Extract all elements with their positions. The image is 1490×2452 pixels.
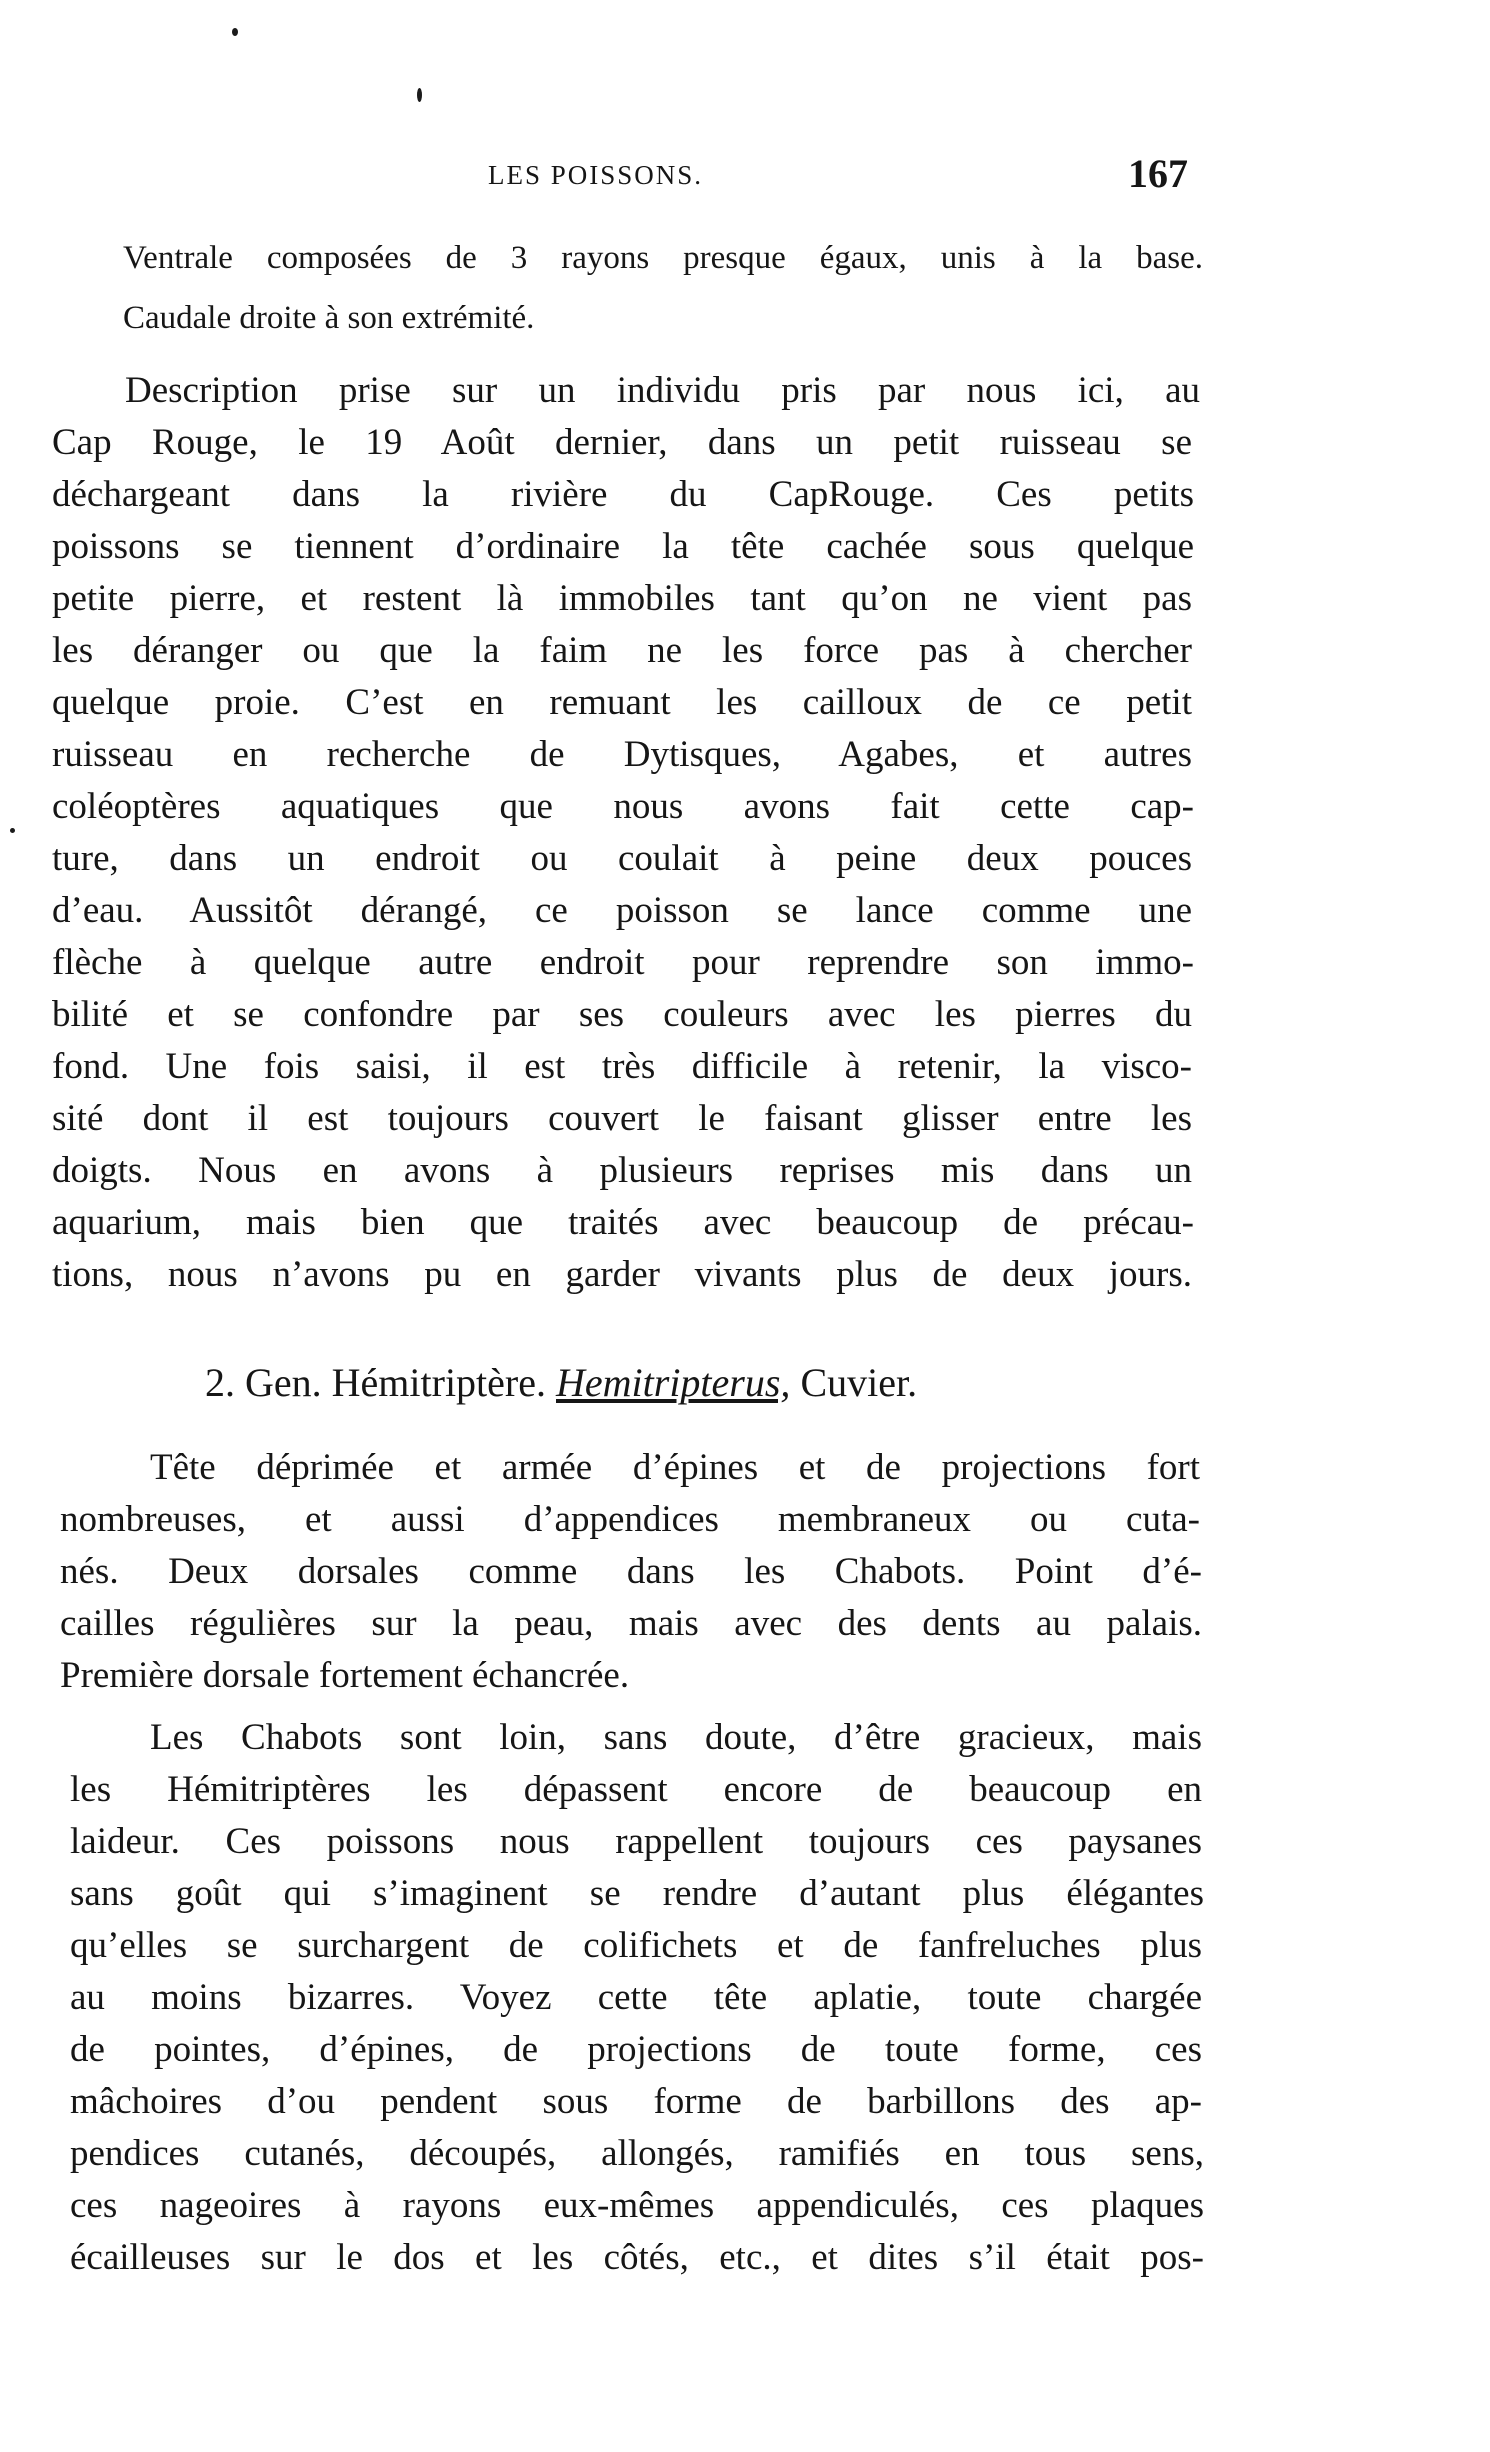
text-line: doigts. Nous en avons à plusieurs reprises mis dans un <box>52 1150 1192 1191</box>
genus-heading <box>205 1355 1105 1411</box>
text-line: tions, nous n’avons pu en garder vivants plus de deux jours. <box>52 1254 1192 1295</box>
genus-author: Cuvier. <box>800 1360 918 1405</box>
text-line: nombreuses, et aussi d’appendices membraneux ou cuta- <box>60 1499 1200 1540</box>
text-line: écailleuses sur le dos et les côtés, etc., et dites s’il était pos- <box>70 2237 1204 2278</box>
text-line: de pointes, d’épines, de projections de toute forme, ces <box>70 2029 1202 2070</box>
text-line: quelque proie. C’est en remuant les cailloux de ce petit <box>52 682 1192 723</box>
text-line: au moins bizarres. Voyez cette tête aplatie, toute chargée <box>70 1977 1202 2018</box>
text-line: fond. Une fois saisi, il est très difficile à retenir, la visco- <box>52 1046 1192 1087</box>
text-line: Tête déprimée et armée d’épines et de projections fort <box>150 1447 1200 1488</box>
text-line: les Hémitriptères les dépassent encore de beaucoup en <box>70 1769 1202 1810</box>
text-line: sans goût qui s’imaginent se rendre d’autant plus élégantes <box>70 1873 1204 1914</box>
text-line: ces nageoires à rayons eux-mêmes appendiculés, ces plaques <box>70 2185 1204 2226</box>
text-line: flèche à quelque autre endroit pour reprendre son immo- <box>52 942 1194 983</box>
ink-speck <box>232 28 238 36</box>
genus-latin-name: Hemitripterus, <box>556 1360 791 1405</box>
text-line: coléoptères aquatiques que nous avons fait cette cap- <box>52 786 1194 827</box>
text-line: les déranger ou que la faim ne les force pas à chercher <box>52 630 1192 671</box>
text-line: déchargeant dans la rivière du CapRouge. Ces petits <box>52 474 1194 515</box>
page-number: 167 <box>1128 151 1188 196</box>
ink-speck <box>10 828 15 833</box>
text-line: petite pierre, et restent là immobiles tant qu’on ne vient pas <box>52 578 1192 619</box>
text-line: Caudale droite à son extrémité. <box>123 300 535 336</box>
text-line: nés. Deux dorsales comme dans les Chabots. Point d’é- <box>60 1551 1202 1592</box>
genus-number: 2. Gen. Hémitriptère. <box>205 1360 546 1405</box>
text-line: Description prise sur un individu pris par nous ici, au <box>125 370 1200 411</box>
text-line: Cap Rouge, le 19 Août dernier, dans un petit ruisseau se <box>52 422 1192 463</box>
text-line: ture, dans un endroit ou coulait à peine deux pouces <box>52 838 1192 879</box>
text-line: Les Chabots sont loin, sans doute, d’être gracieux, mais <box>150 1717 1202 1758</box>
text-line: sité dont il est toujours couvert le faisant glisser entre les <box>52 1098 1192 1139</box>
text-line: aquarium, mais bien que traités avec beaucoup de précau- <box>52 1202 1194 1243</box>
page-header <box>488 150 1188 210</box>
text-line: cailles régulières sur la peau, mais avec des dents au palais. <box>60 1603 1202 1644</box>
text-line: pendices cutanés, découpés, allongés, ramifiés en tous sens, <box>70 2133 1204 2174</box>
text-line: d’eau. Aussitôt dérangé, ce poisson se lance comme une <box>52 890 1192 931</box>
text-line: poissons se tiennent d’ordinaire la tête cachée sous quelque <box>52 526 1194 567</box>
text-line: Ventrale composées de 3 rayons presque égaux, unis à la base. <box>123 240 1203 276</box>
text-line: mâchoires d’ou pendent sous forme de barbillons des ap- <box>70 2081 1202 2122</box>
running-title: LES POISSONS. <box>488 160 704 190</box>
text-line: bilité et se confondre par ses couleurs avec les pierres du <box>52 994 1192 1035</box>
text-line: laideur. Ces poissons nous rappellent toujours ces paysanes <box>70 1821 1202 1862</box>
ink-speck <box>417 88 422 102</box>
text-line: Première dorsale fortement échancrée. <box>60 1655 630 1696</box>
text-line: ruisseau en recherche de Dytisques, Agabes, et autres <box>52 734 1192 775</box>
text-line: qu’elles se surchargent de colifichets et de fanfreluches plus <box>70 1925 1202 1966</box>
